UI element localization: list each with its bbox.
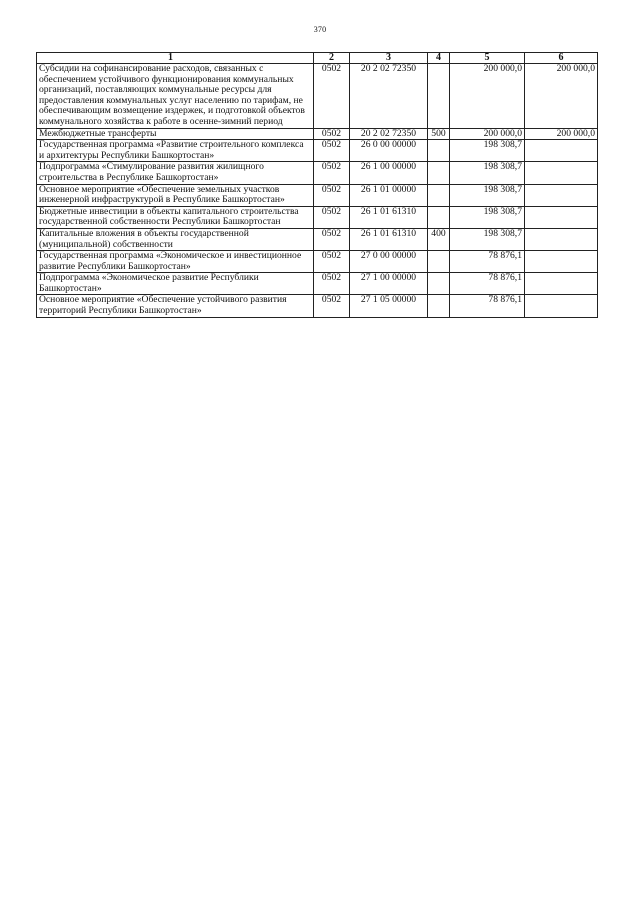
row-amount-cell: 198 308,7 [450,184,525,206]
row-amount-cofinance-cell [525,228,598,250]
header-col-1: 1 [37,53,314,64]
row-name-cell: Государственная программа «Развитие строительного комплекса и архитектуры Республики Башкортостан» [37,140,314,162]
row-name-cell: Бюджетные инвестиции в объекты капитального строительства государственной собственности Республики Башкортостан [37,206,314,228]
row-section-cell: 0502 [314,162,350,184]
row-target-code-cell: 26 1 00 00000 [350,162,428,184]
row-amount-cell: 200 000,0 [450,128,525,140]
row-amount-cofinance-cell [525,184,598,206]
row-name-cell: Основное мероприятие «Обеспечение устойчивого развития территорий Республики Башкортостан» [37,295,314,317]
row-amount-cell: 198 308,7 [450,162,525,184]
page-number: 370 [313,25,327,34]
row-section-cell: 0502 [314,128,350,140]
row-target-code-cell: 26 1 01 61310 [350,228,428,250]
header-col-2: 2 [314,53,350,64]
row-amount-cofinance-cell [525,273,598,295]
row-amount-cofinance-cell [525,140,598,162]
row-section-cell: 0502 [314,273,350,295]
row-amount-cell: 78 876,1 [450,251,525,273]
row-amount-cell: 200 000,0 [450,64,525,129]
row-section-cell: 0502 [314,251,350,273]
table-row [37,251,598,273]
table-row [37,228,598,250]
header-col-4: 4 [428,53,450,64]
row-name-cell: Государственная программа «Экономическое и инвестиционное развитие Республики Башкортостан» [37,251,314,273]
header-col-5: 5 [450,53,525,64]
row-target-code-cell: 20 2 02 72350 [350,128,428,140]
row-target-code-cell: 26 0 00 00000 [350,140,428,162]
row-section-cell: 0502 [314,184,350,206]
row-amount-cofinance-cell: 200 000,0 [525,128,598,140]
row-expense-type-cell: 500 [428,128,450,140]
row-name-cell: Подпрограмма «Стимулирование развития жилищного строительства в Республике Башкортостан» [37,162,314,184]
row-expense-type-cell [428,184,450,206]
row-expense-type-cell [428,64,450,129]
table-row [37,162,598,184]
header-col-6: 6 [525,53,598,64]
row-expense-type-cell [428,162,450,184]
row-amount-cell: 78 876,1 [450,295,525,317]
row-target-code-cell: 27 0 00 00000 [350,251,428,273]
table-row [37,128,598,140]
row-target-code-cell: 20 2 02 72350 [350,64,428,129]
row-amount-cofinance-cell: 200 000,0 [525,64,598,129]
row-amount-cell: 198 308,7 [450,206,525,228]
table-row [37,273,598,295]
row-expense-type-cell: 400 [428,228,450,250]
table-header-row [37,53,598,64]
table-row [37,295,598,317]
row-name-cell: Основное мероприятие «Обеспечение земельных участков инженерной инфраструктурой в Республике Башкортостан» [37,184,314,206]
row-name-cell: Подпрограмма «Экономическое развитие Республики Башкортостан» [37,273,314,295]
table-row [37,184,598,206]
row-section-cell: 0502 [314,295,350,317]
row-section-cell: 0502 [314,140,350,162]
row-expense-type-cell [428,140,450,162]
row-amount-cell: 78 876,1 [450,273,525,295]
row-expense-type-cell [428,295,450,317]
table-row [37,206,598,228]
row-section-cell: 0502 [314,228,350,250]
row-name-cell: Межбюджетные трансферты [37,128,314,140]
budget-table [36,52,598,318]
row-target-code-cell: 26 1 01 61310 [350,206,428,228]
row-section-cell: 0502 [314,206,350,228]
row-target-code-cell: 27 1 05 00000 [350,295,428,317]
row-amount-cofinance-cell [525,206,598,228]
row-target-code-cell: 26 1 01 00000 [350,184,428,206]
row-expense-type-cell [428,206,450,228]
row-section-cell: 0502 [314,64,350,129]
row-name-cell: Капитальные вложения в объекты государственной (муниципальной) собственности [37,228,314,250]
row-amount-cell: 198 308,7 [450,228,525,250]
row-amount-cofinance-cell [525,295,598,317]
row-amount-cell: 198 308,7 [450,140,525,162]
table-row [37,64,598,129]
row-name-cell: Субсидии на софинансирование расходов, связанных с обеспечением устойчивого функционирования коммунальных организаций, поставляющих коммунальные ресурсы для предоставления коммунальных услуг населению по тарифам, не обеспечивающим возмещение издержек, и подготовкой объектов коммунального хозяйства к работе в осенне-зимний период [37,64,314,129]
row-expense-type-cell [428,251,450,273]
row-expense-type-cell [428,273,450,295]
row-amount-cofinance-cell [525,251,598,273]
row-target-code-cell: 27 1 00 00000 [350,273,428,295]
row-amount-cofinance-cell [525,162,598,184]
header-col-3: 3 [350,53,428,64]
table-row [37,140,598,162]
